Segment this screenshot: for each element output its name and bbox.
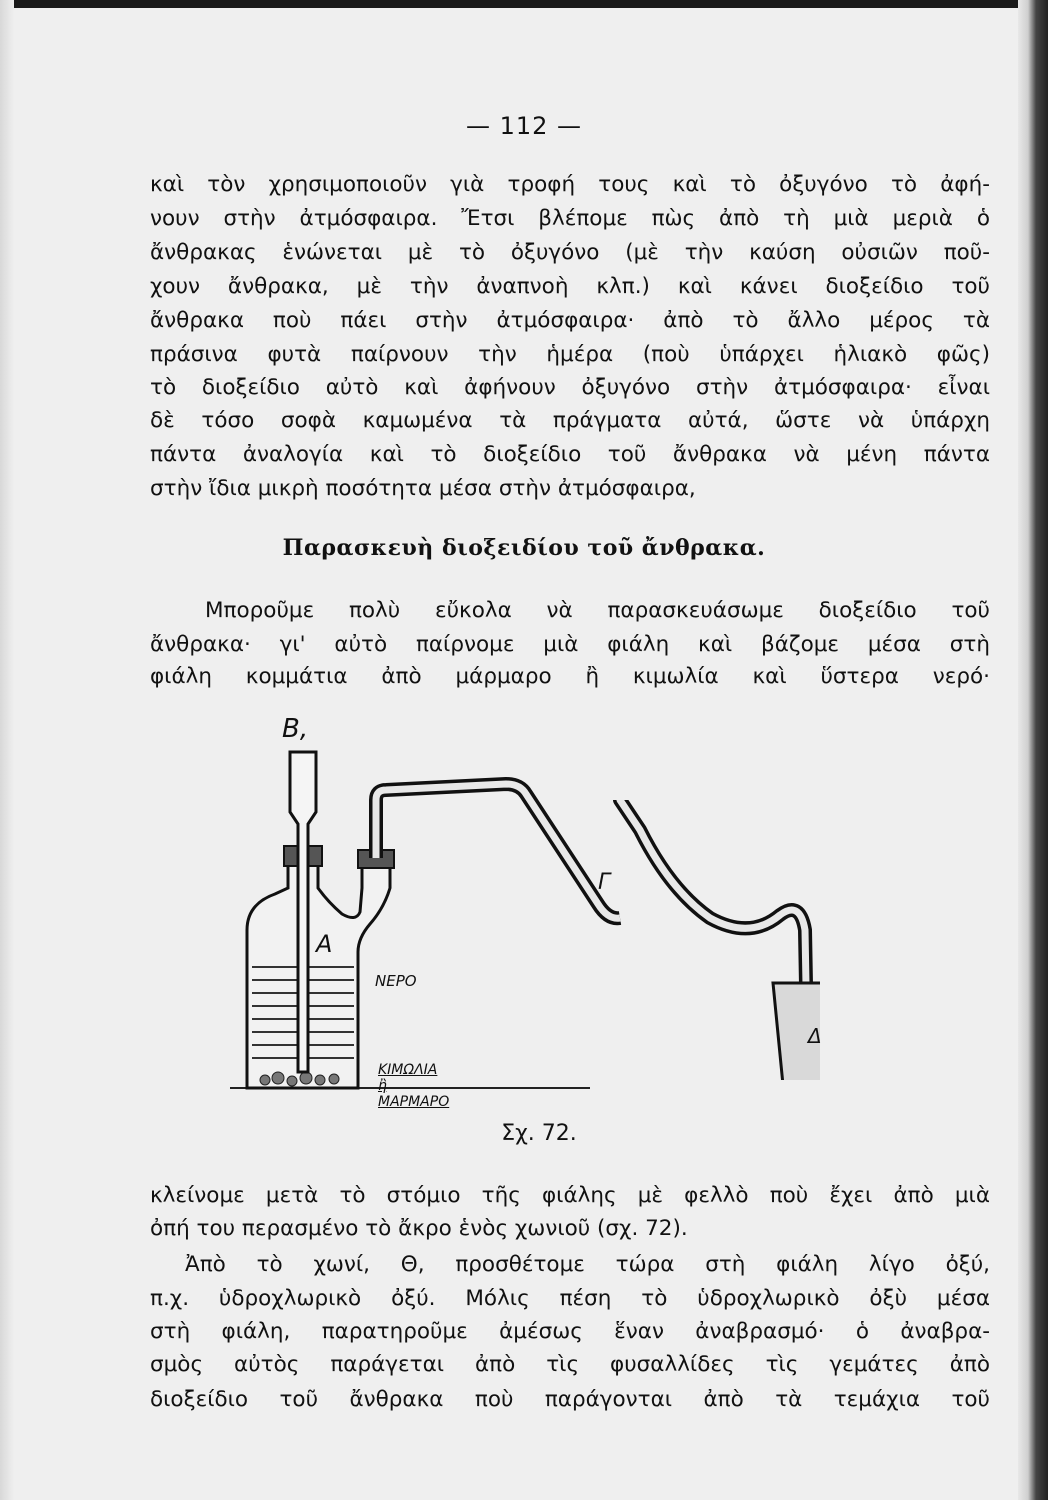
text-line: δὲ τόσο σοφὰ καμωμένα τὰ πράγματα αὐτά, ὥστε νὰ ὑπάρχη: [150, 408, 990, 433]
delivery-tube-outline: [376, 784, 620, 918]
delivery-tube-inner: [376, 784, 620, 918]
page-binding-edge: [1018, 0, 1048, 1500]
page-left-shadow: [0, 0, 14, 1500]
apparatus-drawing: [220, 712, 640, 1107]
label-water: ΝΕΡΟ: [375, 972, 417, 990]
text-line: Ἀπὸ τὸ χωνί, Θ, προσθέτομε τώρα στὴ φιάλη λίγο ὀξύ,: [185, 1252, 990, 1277]
label-tube: Γ: [598, 870, 611, 895]
apparatus-right: [600, 800, 820, 1080]
label-glass: Δ: [808, 1024, 822, 1048]
page-top-edge: [0, 0, 1048, 8]
text-line: καὶ τὸν χρησιμοποιοῦν γιὰ τροφή τους καὶ τὸ ὀξυγόνο τὸ ἀφή-: [150, 172, 990, 197]
page-number: — 112 —: [465, 112, 583, 140]
text-line: πράσινα φυτὰ παίρνουν τὴν ἡμέρα (ποὺ ὑπάρχει ἡλιακὸ φῶς): [150, 342, 990, 367]
text-line: φιάλη κομμάτια ἀπὸ μάρμαρο ἢ κιμωλία καὶ ὕστερα νερό·: [150, 664, 990, 689]
text-line: π.χ. ὑδροχλωρικὸ ὀξύ. Μόλις πέση τὸ ὑδροχλωρικὸ ὀξὺ μέσα: [150, 1286, 990, 1311]
tube-continuation-inner: [620, 800, 806, 985]
text-line: στὴ φιάλη, παρατηροῦμε ἀμέσως ἕναν ἀναβρασμό· ὁ ἀναβρα-: [150, 1319, 990, 1344]
text-line: ἄνθρακα· γι' αὐτὸ παίρνομε μιὰ φιάλη καὶ βάζομε μέσα στὴ: [150, 632, 990, 657]
text-line: κλείνομε μετὰ τὸ στόμιο τῆς φιάλης μὲ φελλὸ ποὺ ἔχει ἀπὸ μιὰ: [150, 1183, 990, 1208]
text-line: στὴν ἴδια μικρὴ ποσότητα μέσα στὴν ἀτμόσφαιρα,: [150, 476, 696, 501]
text-line: σμὸς αὐτὸς παράγεται ἀπὸ τὶς φυσαλλίδες τὶς γεμάτες ἀπὸ: [150, 1352, 990, 1377]
section-heading: Παρασκευὴ διοξειδίου τοῦ ἄνθρακα.: [282, 535, 766, 561]
figure-caption: Σχ. 72.: [501, 1121, 577, 1146]
label-funnel: Β,: [282, 714, 309, 744]
text-line: διοξείδιο τοῦ ἄνθρακα ποὺ παράγονται ἀπὸ τὰ τεμάχια τοῦ: [150, 1387, 990, 1412]
text-line: τὸ διοξείδιο αὐτὸ καὶ ἀφήνουν ὀξυγόνο στὴν ἀτμόσφαιρα· εἶναι: [150, 375, 990, 400]
label-chalk-marble: ΚΙΜΩΛΙΑ ἢ ΜΑΡΜΑΡΟ: [378, 1062, 450, 1110]
label-flask: Α: [316, 930, 333, 958]
text-line: ἄνθρακα ποὺ πάει στὴν ἀτμόσφαιρα· ἀπὸ τὸ ἄλλο μέρος τὰ: [150, 308, 990, 333]
text-line: ἄνθρακας ἑνώνεται μὲ τὸ ὀξυγόνο (μὲ τὴν καύση οὐσιῶν ποῦ-: [150, 240, 990, 265]
text-line: χουν ἄνθρακα, μὲ τὴν ἀναπνοὴ κλπ.) καὶ κάνει διοξείδιο τοῦ: [150, 274, 990, 299]
text-line: νουν στὴν ἀτμόσφαιρα. Ἔτσι βλέπομε πὼς ἀπὸ τὴ μιὰ μεριὰ ὁ: [150, 206, 990, 231]
text-line: ὀπή του περασμένο τὸ ἄκρο ἑνὸς χωνιοῦ (σχ. 72).: [150, 1216, 688, 1241]
text-line: Μποροῦμε πολὺ εὔκολα νὰ παρασκευάσωμε διοξείδιο τοῦ: [205, 598, 990, 623]
flask: [247, 862, 390, 1088]
tube-continuation-outline: [620, 800, 806, 985]
text-line: πάντα ἀναλογία καὶ τὸ διοξείδιο τοῦ ἄνθρακα νὰ μένη πάντα: [150, 442, 990, 467]
